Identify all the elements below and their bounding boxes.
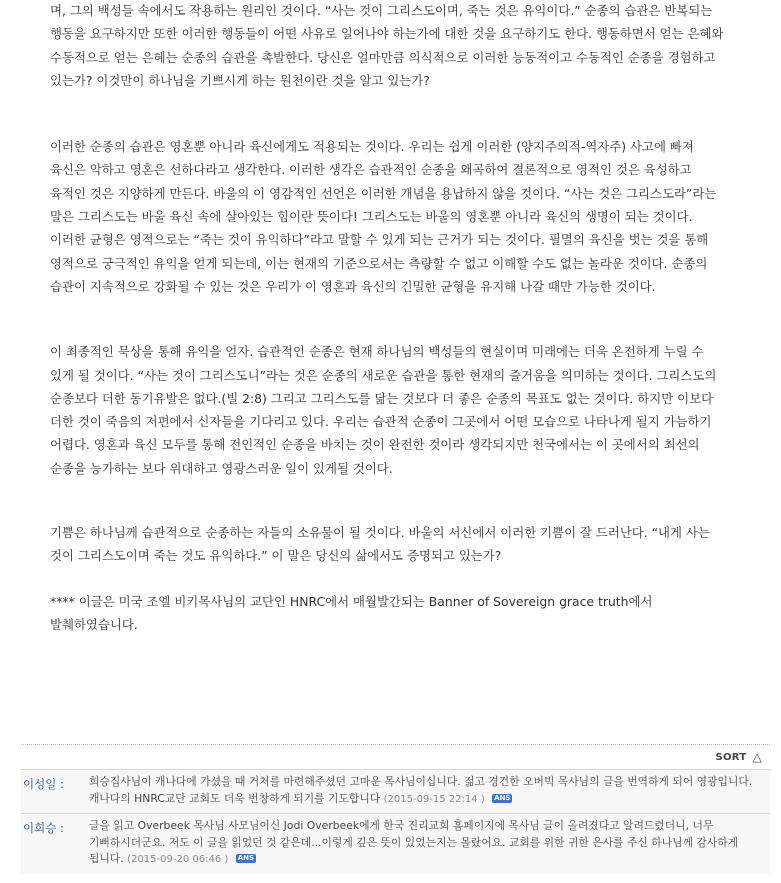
article-paragraph: 이 최종적인 묵상을 통해 유익을 얻자. 습관적인 순종은 현재 하나님의 백성들의 현실이며 미래에는 더욱 온전하게 누릴 수 있게 될 것이다. “사는 것이 그리스도니”라는 것은 순종의 새로운 습관을 통한 현재의 즐거움을 의미하는 것이다. 그리스도의 순종보다 더한 동기유발은 없다.(빌 2:8) 그리고 그리스도를 닮는 것보다 더 좋은 순종의 목표도 없는 것이다. 하지만 이보다 더한 것이 죽음의 저편에서 신자들을 기다리고 있다. 우리는 습관적 순종이 그곳에서 어떤 모습으로 나타나게 될지 가늠하기 어렵다. 영혼과 육신 모두를 통해 전인적인 순종을 바치는 것이 완전한 것이라 생각되지만 천국에서는 이 곳에서의 최선의 순종을 능가하는 보다 위대하고 영광스러운 일이 있게될 것이다. — [50, 344, 717, 476]
article-source-note: **** 이글은 미국 조엘 비키목사님의 교단인 HNRC에서 매월발간되는 Banner of Sovereign grace truth에서 발췌하였습니다. — [50, 593, 653, 632]
comment-row — [21, 769, 770, 813]
comment-body — [89, 774, 770, 808]
comment-date: (2015-09-15 22:14 ) — [383, 793, 485, 805]
comment-author[interactable]: 이희승 : — [23, 821, 64, 835]
comment-text: 희승집사님이 캐나다에 가셨을 때 거처를 마련해주셨던 고마운 목사님이십니다. 젊고 경건한 오버빅 목사님의 글을 번역하게 되어 영광입니다. 캐나다의 HNRC교단 교회도 더욱 번창하게 되기를 기도합니다 — [89, 775, 753, 805]
comment-text: 글을 읽고 Overbeek 목사님 사모님이신 Jodi Overbeek에게 한국 진리교회 홈페이지에 목사님 글이 올려졌다고 알려드렸더니, 너무 기뻐하시더군요. 저도 이 글을 읽었던 것 같은데...이렇게 깊은 뜻이 있었는지는 몰랐어요. 교회를 위한 귀한 은사를 주신 하나님께 감사하게 됩니다. — [89, 819, 739, 865]
comment-body — [89, 818, 770, 869]
reply-button[interactable]: ANS — [237, 854, 255, 862]
comments-section — [21, 744, 770, 874]
comment-row — [21, 813, 770, 874]
reply-button[interactable]: ANS — [494, 793, 511, 802]
article-paragraph: 며, 그의 백성들 속에서도 작용하는 원리인 것이다. “사는 것이 그리스도이며, 죽는 것은 유익이다.” 순종의 습관은 반복되는 행동을 요구하지만 또한 이러한 행동들이 어떤 사유로 일어나야 하는가에 대한 것을 요구하기도 한다. 행동하면서 얻는 은혜와 수동적으로 얻는 은혜는 순종의 습관을 촉발한다. 당신은 얼마만큼 의식적으로 이러한 능동적이고 수동적인 순종을 경험하고 있는가? 이것만이 하나님을 기쁘시게 하는 원천이란 것을 알고 있는가? — [50, 3, 724, 88]
comment-date: (2015-09-20 06:46 ) — [127, 854, 229, 865]
sort-label: SORT — [715, 751, 747, 763]
article-paragraph: 이러한 순종의 습관은 영혼뿐 아니라 육신에게도 적용되는 것이다. 우리는 쉽게 이러한 (양지주의적-역자주) 사고에 빠져 육신은 악하고 영혼은 선하다라고 생각한다. 이러한 생각은 습관적인 순종을 왜곡하여 결론적으로 영적인 것은 육성하고 육적인 것은 지양하게 만든다. 바울의 이 영감적인 선언은 이러한 개념을 용납하지 않을 것이다. “사는 것은 그리스도라”라는 말은 그리스도는 바울 육신 속에 살아있는 힘이란 뜻이다! 그리스도는 바울의 영혼뿐 아니라 육신의 생명이 되는 것이다. 이러한 균형은 영적으로는 “죽는 것이 유익하다”라고 말할 수 있게 되는 근거가 되는 것이다. 필멸의 육신을 벗는 것을 통해 영적으로 궁극적인 유익을 얻게 되는데, 이는 현재의 기준으로서는 측량할 수 없고 이해할 수도 없는 놀라운 것이다. 순종의 습관이 지속적으로 강화될 수 있는 것은 우리가 이 영혼과 육신의 긴밀한 균형을 유지해 나갈 때만 가능한 것이다. — [50, 139, 717, 294]
article-body — [50, 0, 730, 636]
sort-button[interactable] — [21, 745, 770, 769]
triangle-up-icon: △ — [752, 750, 762, 764]
article-paragraph: 기쁨은 하나님께 습관적으로 순종하는 자들의 소유물이 될 것이다. 바울의 서신에서 이러한 기쁨이 잘 드러난다. “내게 사는 것이 그리스도이며 죽는 것도 유익하다.” 이 말은 당신의 삶에서도 증명되고 있는가? — [50, 525, 710, 564]
comment-author[interactable]: 이성일 : — [23, 777, 64, 791]
